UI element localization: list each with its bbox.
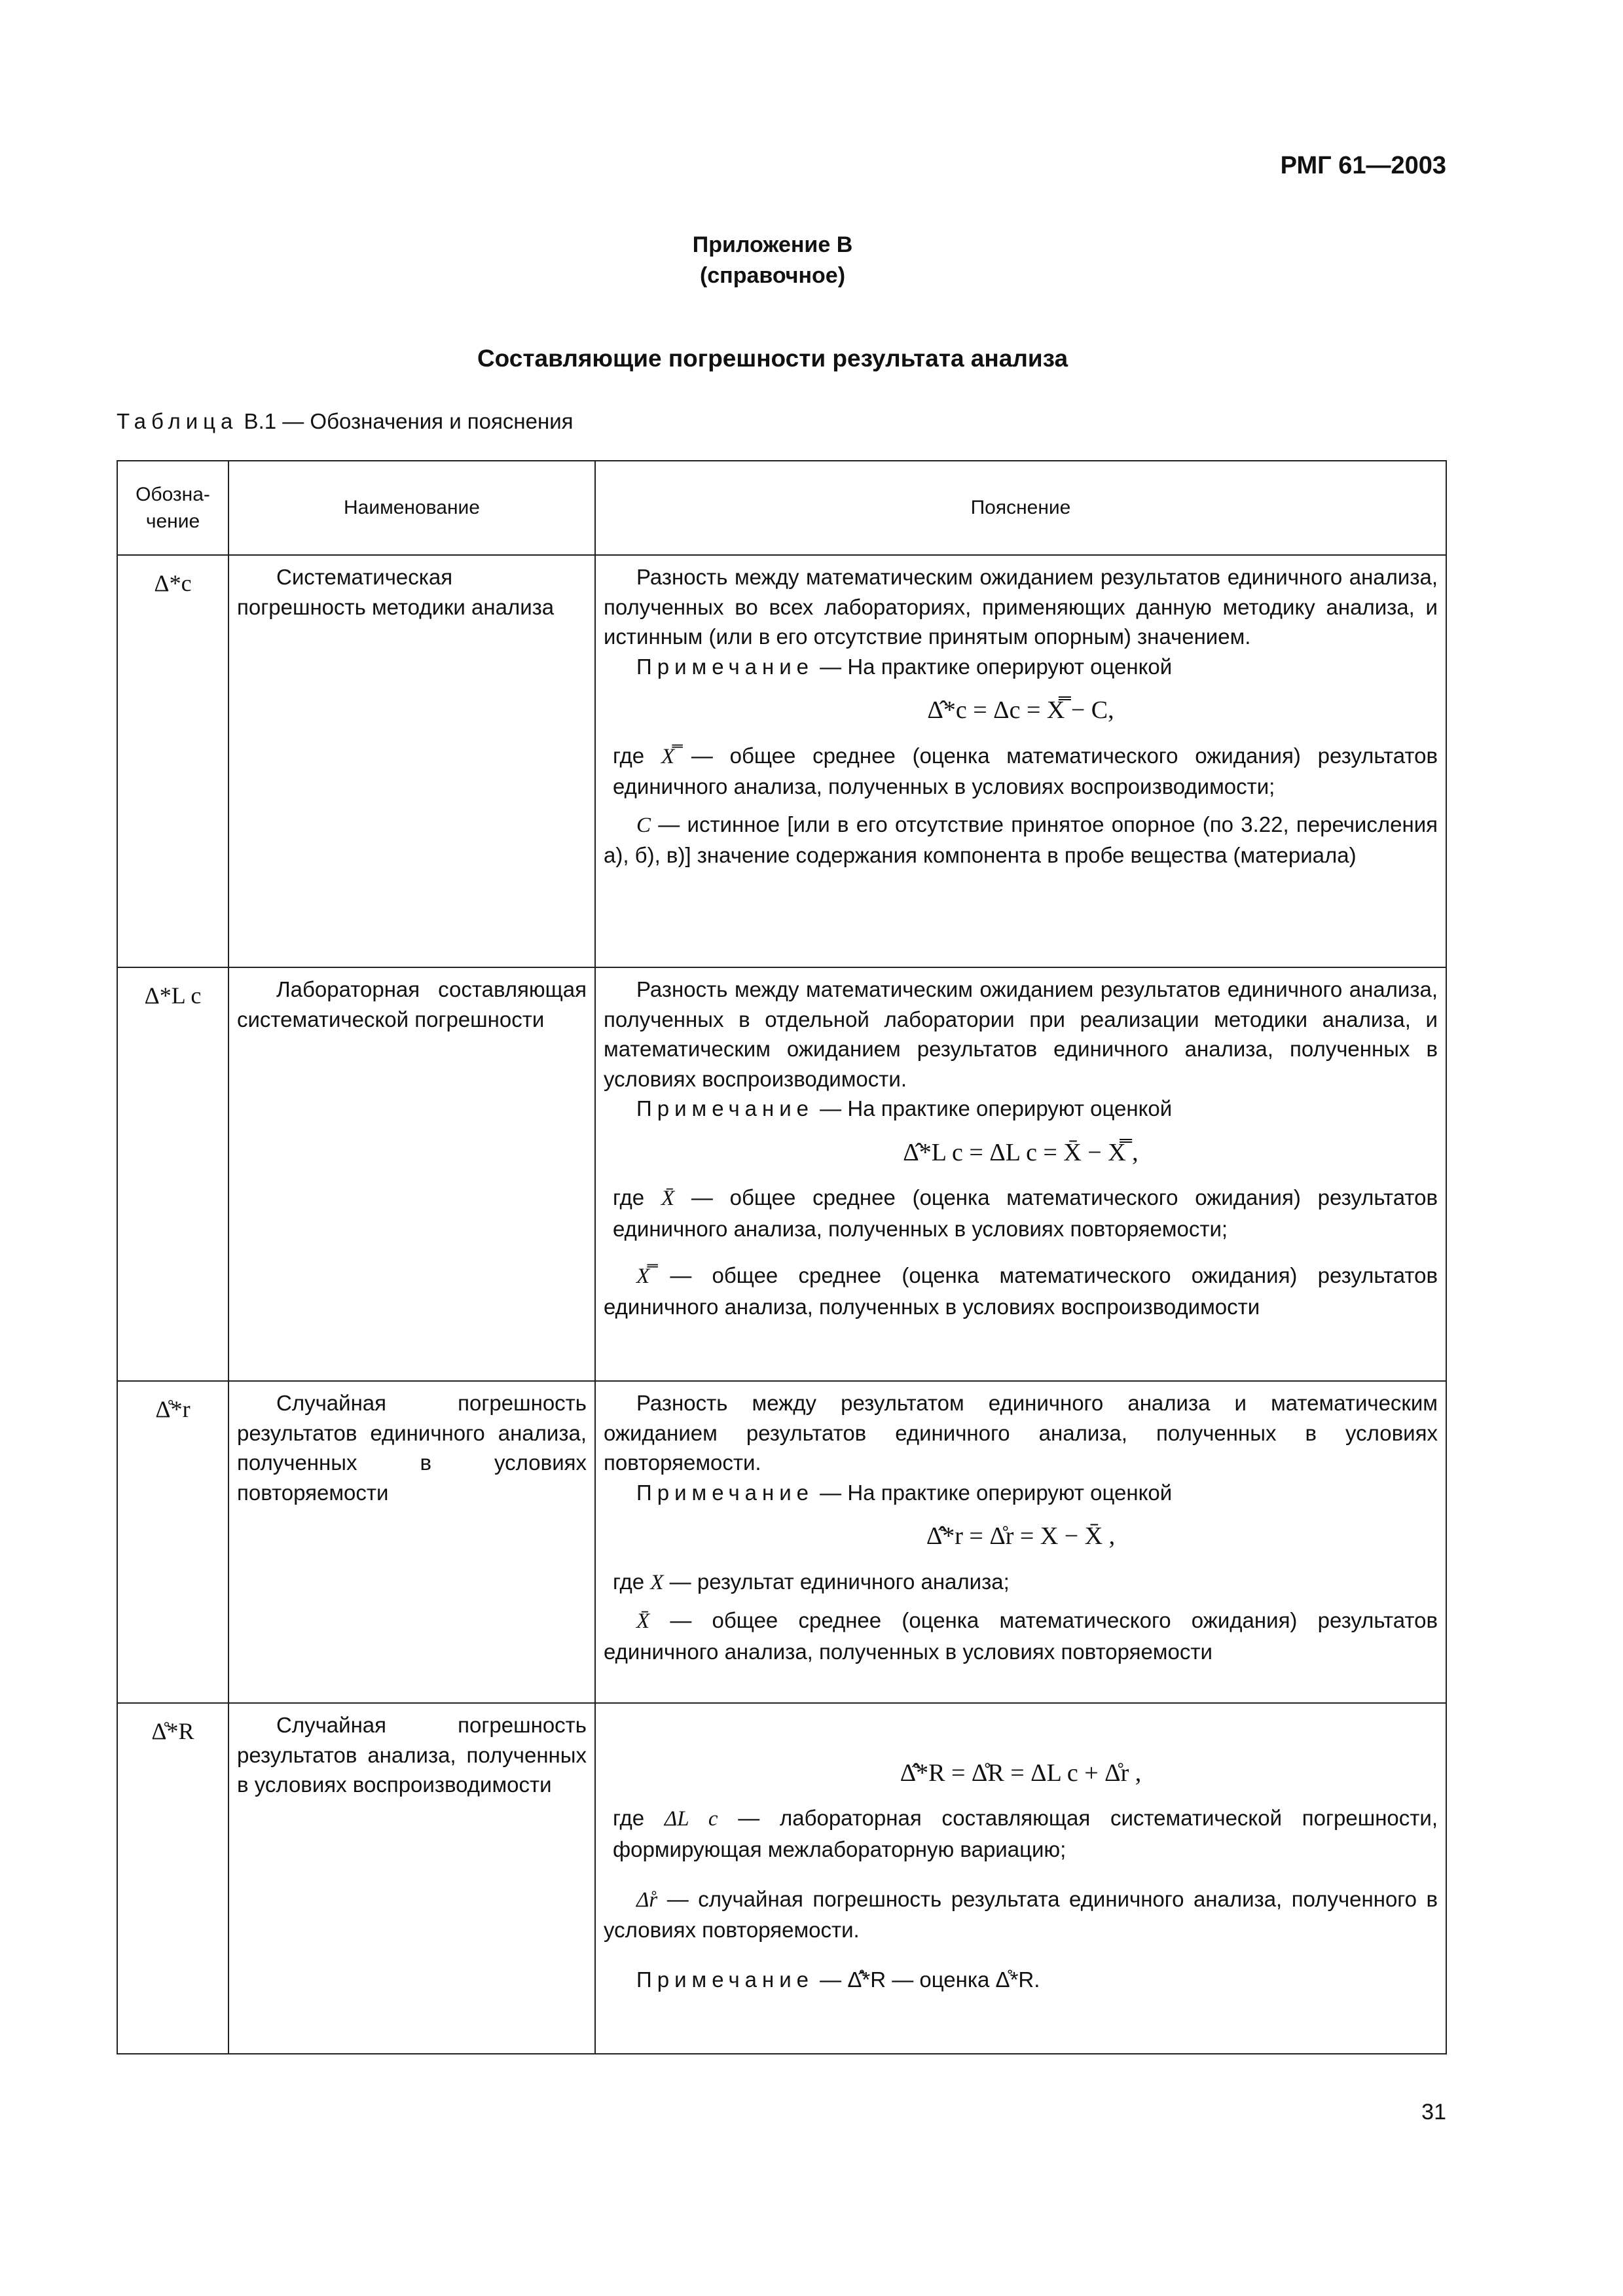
explanation-text: Разность между математическим ожиданием результатов единичного анализа, полученных в отдельной лаборатории при реализации методики анализа, и математическим ожиданием результатов единичного анализа, полученных в условиях воспроизводимости. bbox=[604, 977, 1438, 1091]
where-symbol: X̄ bbox=[636, 1609, 650, 1634]
note-text: — На практике оперируют оценкой bbox=[814, 654, 1173, 679]
explanation-text: Разность между результатом единичного анализа и математическим ожиданием результатов единичного анализа, полученных в условиях повторяемости. bbox=[604, 1391, 1438, 1475]
table-caption-prefix: Таблица bbox=[117, 409, 238, 433]
row-symbol: Δ̊*r bbox=[117, 1381, 228, 1703]
where-clause-2 bbox=[604, 1884, 1438, 1945]
where-symbol: Δ̊r bbox=[636, 1888, 658, 1912]
note bbox=[604, 1094, 1438, 1124]
section-title: Составляющие погрешности результата анализа bbox=[477, 345, 1068, 372]
where-symbol: C bbox=[636, 813, 651, 837]
where-text: — общее среднее (оценка математического ожидания) результатов единичного анализа, полученных в условиях повторяемости bbox=[604, 1608, 1438, 1664]
where-clause-1 bbox=[604, 1803, 1438, 1864]
formula: Δ̂*c = Δc = X̿ − C, bbox=[927, 696, 1114, 725]
row-explanation bbox=[595, 1381, 1446, 1703]
page-number: 31 bbox=[1421, 2100, 1446, 2125]
header-name: Наименование bbox=[228, 461, 595, 555]
where-symbol: ΔL c bbox=[664, 1807, 718, 1831]
explanation-text: Разность между математическим ожиданием результатов единичного анализа, полученных во всех лабораториях, применяющих данную методику анализа, и истинным (или в его отсутствие принятым опорным) значением. bbox=[604, 565, 1438, 649]
row-symbol: Δ̊*R bbox=[117, 1703, 228, 2054]
appendix-subtitle: (справочное) bbox=[699, 263, 846, 288]
table-row bbox=[117, 1703, 1446, 2054]
note-label: Примечание bbox=[636, 1480, 814, 1505]
where-prefix: где bbox=[613, 1185, 661, 1210]
formula: Δ̊̂*r = Δ̊r = X − X̄ , bbox=[926, 1522, 1116, 1551]
note bbox=[604, 1965, 1438, 1995]
note-text: — На практике оперируют оценкой bbox=[814, 1480, 1173, 1505]
note-label: Примечание bbox=[636, 654, 814, 679]
where-clause-1 bbox=[604, 741, 1438, 802]
table-caption bbox=[117, 409, 574, 434]
where-clause-1 bbox=[604, 1567, 1438, 1598]
where-symbol: X̿ bbox=[661, 744, 675, 768]
where-symbol: X̄ bbox=[661, 1187, 675, 1211]
note-text: — Δ̊̂*R — оценка Δ̊*R. bbox=[814, 1967, 1040, 1992]
table-caption-text: В.1 — Обозначения и пояснения bbox=[238, 409, 574, 433]
formula: Δ̂*L c = ΔL c = X̄ − X̿ , bbox=[903, 1138, 1139, 1166]
where-text: — лабораторная составляющая систематической погрешности, формирующая межлабораторную вариацию; bbox=[613, 1806, 1438, 1861]
row-name: Случайная погрешность результатов анализа, полученных в условиях воспроизводимости bbox=[228, 1703, 595, 2054]
where-text: — результат единичного анализа; bbox=[663, 1569, 1010, 1594]
where-text: — истинное [или в его отсутствие принятое опорное (по 3.22, перечисления а), б), в)] значение содержания компонента в пробе вещества (материала) bbox=[604, 812, 1438, 868]
where-prefix: где bbox=[613, 1806, 665, 1831]
where-clause-2 bbox=[604, 1605, 1438, 1666]
note bbox=[604, 1478, 1438, 1508]
where-clause-2 bbox=[604, 810, 1438, 870]
where-prefix: где bbox=[613, 1569, 651, 1594]
where-clause-1 bbox=[604, 1183, 1438, 1244]
table-row bbox=[117, 967, 1446, 1381]
row-explanation bbox=[595, 967, 1446, 1381]
row-name: Случайная погрешность результатов единичного анализа, полученных в условиях повторяемости bbox=[228, 1381, 595, 1703]
table-row bbox=[117, 1381, 1446, 1703]
where-clause-2 bbox=[604, 1261, 1438, 1321]
formula: Δ̊̂*R = Δ̊R = ΔL c + Δ̊r , bbox=[900, 1759, 1142, 1787]
row-name: Систематическая погрешность методики анализа bbox=[228, 555, 595, 967]
row-explanation bbox=[595, 555, 1446, 967]
where-text: — случайная погрешность результата единичного анализа, полученного в условиях повторяемости. bbox=[604, 1886, 1438, 1943]
header-explanation: Пояснение bbox=[595, 461, 1446, 555]
row-explanation bbox=[595, 1703, 1446, 2054]
where-prefix: где bbox=[613, 743, 661, 768]
table-row bbox=[117, 555, 1446, 967]
where-text: — общее среднее (оценка математического ожидания) результатов единичного анализа, полученных в условиях повторяемости; bbox=[613, 1185, 1438, 1241]
row-name: Лабораторная составляющая систематической погрешности bbox=[228, 967, 595, 1381]
note-label: Примечание bbox=[636, 1096, 814, 1121]
note-text: — На практике оперируют оценкой bbox=[814, 1096, 1173, 1121]
document-code: РМГ 61—2003 bbox=[1280, 152, 1446, 179]
where-symbol: X bbox=[650, 1570, 664, 1594]
row-symbol: Δ*L c bbox=[117, 967, 228, 1381]
symbols-table bbox=[117, 460, 1447, 2054]
table-header-row bbox=[117, 461, 1446, 555]
appendix-title: Приложение В bbox=[692, 232, 853, 257]
where-text: — общее среднее (оценка математического ожидания) результатов единичного анализа, полученных в условиях воспроизводимости bbox=[604, 1263, 1438, 1319]
note bbox=[604, 652, 1438, 682]
where-text: — общее среднее (оценка математического ожидания) результатов единичного анализа, полученных в условиях воспроизводимости; bbox=[613, 743, 1438, 799]
header-symbol: Обозна-чение bbox=[117, 461, 228, 555]
row-symbol: Δ*c bbox=[117, 555, 228, 967]
note-label: Примечание bbox=[636, 1967, 814, 1992]
where-symbol: X̿ bbox=[636, 1265, 650, 1289]
